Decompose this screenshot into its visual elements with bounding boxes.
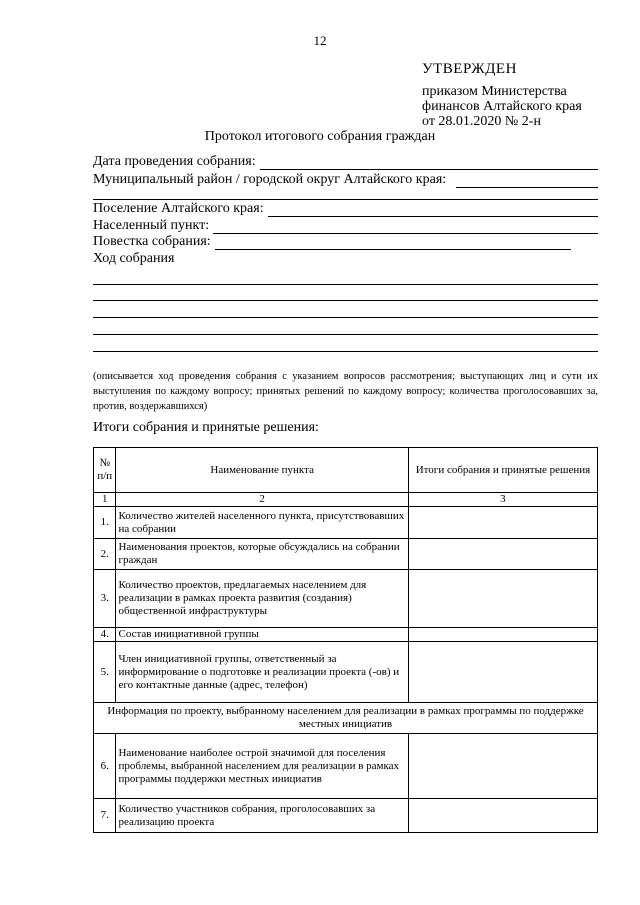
header-name: Наименование пункта: [116, 448, 408, 493]
proceedings-line[interactable]: [93, 284, 598, 285]
column-number: 2: [116, 493, 408, 507]
protocol-title: Протокол итогового собрания граждан: [204, 129, 436, 144]
approval-title: УТВЕРЖДЕН: [422, 61, 517, 77]
row-name: Количество жителей населенного пункта, присутствовавших на собрании: [116, 507, 408, 539]
row-name: Количество участников собрания, проголосовавших за реализацию проекта: [116, 799, 408, 833]
row-result-cell[interactable]: [408, 799, 597, 833]
agenda-field: [93, 234, 571, 250]
column-number: 3: [408, 493, 597, 507]
row-result-cell[interactable]: [408, 570, 597, 628]
row-name: Количество проектов, предлагаемых населением для реализации в рамках проекта развития (создания) общественной инфраструктуры: [116, 570, 408, 628]
row-result-cell[interactable]: [408, 628, 597, 642]
settlement-input-line[interactable]: [268, 204, 598, 217]
settlement-label: Поселение Алтайского края:: [93, 201, 264, 216]
locality-input-line[interactable]: [213, 221, 598, 234]
row-result-cell[interactable]: [408, 642, 597, 703]
row-name: Наименования проектов, которые обсуждались на собрании граждан: [116, 539, 408, 570]
approval-block: [422, 62, 582, 129]
agenda-label: Повестка собрания:: [93, 234, 211, 249]
agenda-input-line[interactable]: [215, 237, 571, 250]
proceedings-label: Ход собрания: [93, 251, 175, 266]
table-header-row: [94, 448, 598, 493]
proceedings-line[interactable]: [93, 334, 598, 335]
row-number: 7.: [94, 799, 116, 833]
row-number: 6.: [94, 734, 116, 799]
meeting-date-field: [93, 154, 598, 170]
row-number: 5.: [94, 642, 116, 703]
row-number: 4.: [94, 628, 116, 642]
approval-line: от 28.01.2020 № 2-н: [422, 114, 541, 129]
section-heading-row: [94, 703, 598, 734]
header-num: № п/п: [94, 448, 116, 493]
proceedings-line[interactable]: [93, 351, 598, 352]
row-number: 2.: [94, 539, 116, 570]
results-table: [93, 447, 598, 833]
row-result-cell[interactable]: [408, 507, 597, 539]
meeting-date-input-line[interactable]: [260, 157, 598, 170]
district-input-line[interactable]: [456, 175, 598, 188]
locality-label: Населенный пункт:: [93, 218, 210, 233]
row-result-cell[interactable]: [408, 539, 597, 570]
row-number: 1.: [94, 507, 116, 539]
row-number: 3.: [94, 570, 116, 628]
district-field: [93, 172, 598, 188]
table-row: [94, 570, 598, 628]
table-row: [94, 642, 598, 703]
column-number-row: [94, 493, 598, 507]
results-title: Итоги собрания и принятые решения:: [93, 420, 319, 435]
district-continuation-line[interactable]: [93, 199, 598, 200]
table-row: [94, 799, 598, 833]
row-name: Наименование наиболее острой значимой для поселения проблемы, выбранной населением для реализации в рамках программы поддержки местных инициатив: [116, 734, 408, 799]
meeting-date-label: Дата проведения собрания:: [93, 154, 256, 169]
page-number: 12: [313, 33, 327, 48]
district-label: Муниципальный район / городской округ Алтайского края:: [93, 172, 447, 187]
row-name: Член инициативной группы, ответственный за информирование о подготовке и реализации проекта (-ов) и его контактные данные (адрес, телефон): [116, 642, 408, 703]
approval-line: приказом Министерства: [422, 84, 567, 99]
table-row: [94, 507, 598, 539]
approval-line: финансов Алтайского края: [422, 99, 582, 114]
section-heading: Информация по проекту, выбранному населением для реализации в рамках программы по поддержке местных инициатив: [94, 703, 598, 734]
column-number: 1: [94, 493, 116, 507]
proceedings-note: (описывается ход проведения собрания с указанием вопросов рассмотрения; выступающих лиц и сути их выступления по каждому вопросу; принятых решений по каждому вопросу; количества проголосовавших за, против, воздержавшихся): [93, 371, 598, 412]
table-row: [94, 539, 598, 570]
settlement-field: [93, 201, 598, 217]
header-result: Итоги собрания и принятые решения: [408, 448, 597, 493]
row-name: Состав инициативной группы: [116, 628, 408, 642]
proceedings-line[interactable]: [93, 317, 598, 318]
locality-field: [93, 218, 598, 234]
table-row: [94, 628, 598, 642]
table-row: [94, 734, 598, 799]
row-result-cell[interactable]: [408, 734, 597, 799]
proceedings-line[interactable]: [93, 300, 598, 301]
